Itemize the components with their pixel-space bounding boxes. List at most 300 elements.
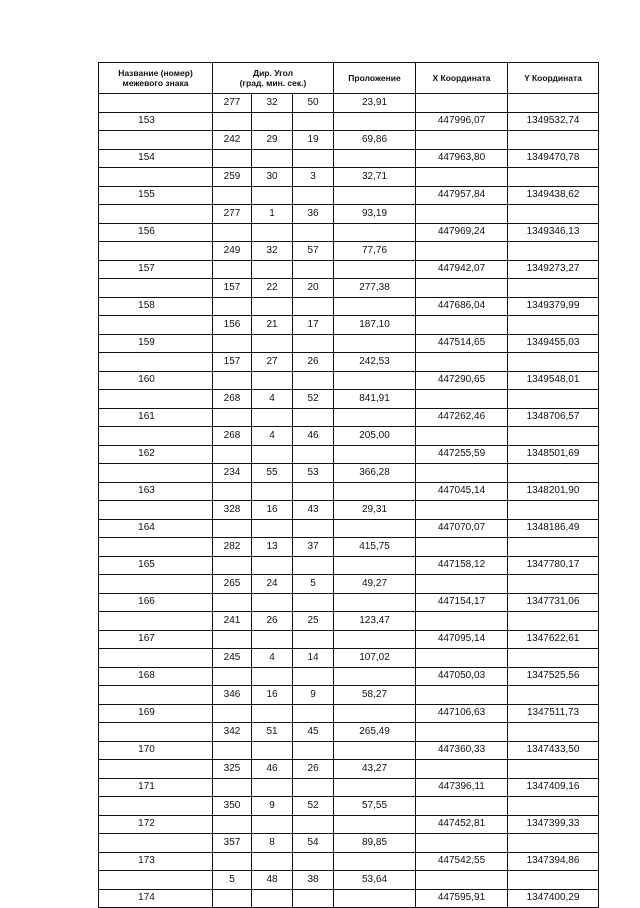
segment-row	[99, 612, 599, 631]
length-cell: 77,76	[334, 242, 416, 261]
y-cell: 1349532,74	[508, 112, 599, 131]
segment-row	[99, 797, 599, 816]
point-name-cell: 161	[99, 408, 213, 427]
minutes-cell: 51	[252, 723, 293, 742]
minutes-cell: 48	[252, 871, 293, 890]
y-cell	[508, 131, 599, 150]
length-cell	[334, 667, 416, 686]
degrees-cell	[213, 593, 252, 612]
degrees-cell	[213, 630, 252, 649]
y-cell: 1348501,69	[508, 445, 599, 464]
length-cell	[334, 260, 416, 279]
seconds-cell: 9	[293, 686, 334, 705]
point-row	[99, 778, 599, 797]
seconds-cell	[293, 667, 334, 686]
x-cell	[416, 575, 508, 594]
seconds-cell	[293, 445, 334, 464]
x-cell: 447255,59	[416, 445, 508, 464]
x-cell: 447360,33	[416, 741, 508, 760]
x-cell	[416, 871, 508, 890]
x-cell	[416, 760, 508, 779]
y-cell	[508, 686, 599, 705]
seconds-cell	[293, 852, 334, 871]
name-cell	[99, 723, 213, 742]
segment-row	[99, 316, 599, 335]
degrees-cell	[213, 149, 252, 168]
name-cell	[99, 94, 213, 113]
point-name-cell: 163	[99, 482, 213, 501]
name-cell	[99, 612, 213, 631]
segment-row	[99, 242, 599, 261]
point-name-cell: 174	[99, 889, 213, 908]
minutes-cell	[252, 408, 293, 427]
name-cell	[99, 538, 213, 557]
seconds-cell	[293, 408, 334, 427]
seconds-cell	[293, 519, 334, 538]
y-cell: 1348201,90	[508, 482, 599, 501]
point-row	[99, 593, 599, 612]
y-cell: 1347525,56	[508, 667, 599, 686]
y-cell	[508, 353, 599, 372]
table-body	[99, 94, 599, 908]
point-name-cell: 164	[99, 519, 213, 538]
segment-row	[99, 353, 599, 372]
header-row	[99, 63, 599, 94]
point-name-cell: 165	[99, 556, 213, 575]
name-cell	[99, 834, 213, 853]
x-cell: 447996,07	[416, 112, 508, 131]
minutes-cell	[252, 778, 293, 797]
length-cell	[334, 408, 416, 427]
degrees-cell	[213, 519, 252, 538]
segment-row	[99, 760, 599, 779]
y-cell: 1349548,01	[508, 371, 599, 390]
degrees-cell: 346	[213, 686, 252, 705]
minutes-cell	[252, 260, 293, 279]
minutes-cell: 46	[252, 760, 293, 779]
length-cell: 187,10	[334, 316, 416, 335]
degrees-cell	[213, 186, 252, 205]
y-cell: 1349273,27	[508, 260, 599, 279]
y-cell: 1349470,78	[508, 149, 599, 168]
point-row	[99, 112, 599, 131]
segment-row	[99, 131, 599, 150]
y-cell: 1349455,03	[508, 334, 599, 353]
degrees-cell	[213, 260, 252, 279]
length-cell: 277,38	[334, 279, 416, 298]
degrees-cell: 357	[213, 834, 252, 853]
length-cell: 265,49	[334, 723, 416, 742]
minutes-cell: 4	[252, 427, 293, 446]
point-name-cell: 171	[99, 778, 213, 797]
seconds-cell	[293, 556, 334, 575]
name-cell	[99, 649, 213, 668]
y-cell	[508, 575, 599, 594]
x-cell: 447070,07	[416, 519, 508, 538]
degrees-cell	[213, 556, 252, 575]
segment-row	[99, 94, 599, 113]
x-cell	[416, 205, 508, 224]
length-cell	[334, 445, 416, 464]
point-row	[99, 482, 599, 501]
x-cell: 447106,63	[416, 704, 508, 723]
name-cell	[99, 501, 213, 520]
degrees-cell: 265	[213, 575, 252, 594]
minutes-cell	[252, 741, 293, 760]
degrees-cell: 277	[213, 94, 252, 113]
segment-row	[99, 390, 599, 409]
point-row	[99, 149, 599, 168]
length-cell: 69,86	[334, 131, 416, 150]
y-cell: 1349379,99	[508, 297, 599, 316]
x-cell	[416, 94, 508, 113]
name-cell	[99, 131, 213, 150]
point-name-cell: 172	[99, 815, 213, 834]
seconds-cell: 45	[293, 723, 334, 742]
seconds-cell	[293, 815, 334, 834]
degrees-cell	[213, 815, 252, 834]
minutes-cell	[252, 445, 293, 464]
degrees-cell: 245	[213, 649, 252, 668]
degrees-cell: 342	[213, 723, 252, 742]
x-cell: 447969,24	[416, 223, 508, 242]
y-column-header: Y Координата	[508, 63, 599, 94]
y-cell: 1347511,73	[508, 704, 599, 723]
minutes-cell: 21	[252, 316, 293, 335]
seconds-cell: 53	[293, 464, 334, 483]
length-cell	[334, 334, 416, 353]
degrees-cell: 157	[213, 279, 252, 298]
y-cell: 1347399,33	[508, 815, 599, 834]
degrees-cell	[213, 408, 252, 427]
x-cell: 447452,81	[416, 815, 508, 834]
segment-row	[99, 723, 599, 742]
name-cell	[99, 242, 213, 261]
y-cell	[508, 797, 599, 816]
degrees-cell	[213, 334, 252, 353]
point-row	[99, 556, 599, 575]
point-name-cell: 158	[99, 297, 213, 316]
x-cell	[416, 427, 508, 446]
x-cell	[416, 834, 508, 853]
y-cell	[508, 649, 599, 668]
point-row	[99, 630, 599, 649]
minutes-cell	[252, 630, 293, 649]
length-cell	[334, 593, 416, 612]
minutes-cell: 8	[252, 834, 293, 853]
minutes-cell	[252, 815, 293, 834]
minutes-cell: 29	[252, 131, 293, 150]
point-row	[99, 519, 599, 538]
minutes-cell	[252, 223, 293, 242]
x-cell	[416, 797, 508, 816]
name-column-header: Название (номер) межевого знака	[99, 63, 213, 94]
length-cell	[334, 149, 416, 168]
seconds-cell	[293, 260, 334, 279]
coordinates-table	[98, 62, 599, 908]
length-cell: 89,85	[334, 834, 416, 853]
degrees-cell: 156	[213, 316, 252, 335]
segment-row	[99, 205, 599, 224]
point-row	[99, 334, 599, 353]
seconds-cell: 26	[293, 760, 334, 779]
degrees-cell: 234	[213, 464, 252, 483]
segment-row	[99, 834, 599, 853]
y-cell	[508, 94, 599, 113]
degrees-cell	[213, 371, 252, 390]
seconds-cell	[293, 223, 334, 242]
degrees-cell	[213, 445, 252, 464]
length-cell	[334, 519, 416, 538]
point-name-cell: 162	[99, 445, 213, 464]
seconds-cell	[293, 297, 334, 316]
point-name-cell: 166	[99, 593, 213, 612]
x-cell: 447595,91	[416, 889, 508, 908]
length-cell: 93,19	[334, 205, 416, 224]
y-cell	[508, 501, 599, 520]
degrees-cell	[213, 223, 252, 242]
degrees-cell: 249	[213, 242, 252, 261]
x-cell	[416, 390, 508, 409]
x-cell	[416, 353, 508, 372]
x-cell	[416, 464, 508, 483]
segment-row	[99, 686, 599, 705]
point-name-cell: 167	[99, 630, 213, 649]
seconds-cell: 38	[293, 871, 334, 890]
degrees-cell: 5	[213, 871, 252, 890]
point-row	[99, 741, 599, 760]
seconds-cell	[293, 334, 334, 353]
y-cell	[508, 723, 599, 742]
x-cell: 447158,12	[416, 556, 508, 575]
segment-row	[99, 501, 599, 520]
x-cell: 447095,14	[416, 630, 508, 649]
x-cell: 447290,65	[416, 371, 508, 390]
seconds-cell	[293, 778, 334, 797]
point-name-cell: 157	[99, 260, 213, 279]
y-cell: 1347409,16	[508, 778, 599, 797]
minutes-cell: 13	[252, 538, 293, 557]
x-cell: 447396,11	[416, 778, 508, 797]
seconds-cell: 5	[293, 575, 334, 594]
minutes-cell	[252, 593, 293, 612]
minutes-cell	[252, 371, 293, 390]
length-cell	[334, 704, 416, 723]
degrees-cell: 282	[213, 538, 252, 557]
point-name-cell: 168	[99, 667, 213, 686]
name-cell	[99, 871, 213, 890]
degrees-cell: 325	[213, 760, 252, 779]
point-name-cell: 155	[99, 186, 213, 205]
point-name-cell: 160	[99, 371, 213, 390]
name-cell	[99, 686, 213, 705]
length-cell	[334, 112, 416, 131]
name-cell	[99, 464, 213, 483]
minutes-cell: 16	[252, 501, 293, 520]
x-cell	[416, 168, 508, 187]
degrees-cell: 259	[213, 168, 252, 187]
degrees-cell: 241	[213, 612, 252, 631]
degrees-cell: 157	[213, 353, 252, 372]
seconds-cell: 57	[293, 242, 334, 261]
point-row	[99, 815, 599, 834]
length-cell	[334, 297, 416, 316]
minutes-cell	[252, 852, 293, 871]
point-name-cell: 170	[99, 741, 213, 760]
minutes-cell	[252, 334, 293, 353]
x-cell: 447542,55	[416, 852, 508, 871]
minutes-cell	[252, 186, 293, 205]
minutes-cell: 1	[252, 205, 293, 224]
minutes-cell: 32	[252, 242, 293, 261]
degrees-cell: 328	[213, 501, 252, 520]
minutes-cell	[252, 519, 293, 538]
seconds-cell: 19	[293, 131, 334, 150]
seconds-cell: 37	[293, 538, 334, 557]
degrees-cell: 242	[213, 131, 252, 150]
x-cell	[416, 686, 508, 705]
seconds-cell: 50	[293, 94, 334, 113]
length-cell: 57,55	[334, 797, 416, 816]
length-cell: 415,75	[334, 538, 416, 557]
length-cell	[334, 852, 416, 871]
y-cell: 1349438,62	[508, 186, 599, 205]
y-cell	[508, 464, 599, 483]
minutes-cell	[252, 704, 293, 723]
minutes-cell: 16	[252, 686, 293, 705]
x-cell: 447957,84	[416, 186, 508, 205]
length-cell	[334, 630, 416, 649]
degrees-cell	[213, 852, 252, 871]
y-cell	[508, 168, 599, 187]
length-cell: 49,27	[334, 575, 416, 594]
point-row	[99, 445, 599, 464]
x-cell	[416, 242, 508, 261]
y-cell: 1347400,29	[508, 889, 599, 908]
degrees-cell: 350	[213, 797, 252, 816]
y-cell	[508, 612, 599, 631]
seconds-cell: 46	[293, 427, 334, 446]
name-cell	[99, 168, 213, 187]
length-cell: 53,64	[334, 871, 416, 890]
y-cell	[508, 760, 599, 779]
point-row	[99, 371, 599, 390]
degrees-cell	[213, 297, 252, 316]
length-cell: 123,47	[334, 612, 416, 631]
length-cell	[334, 741, 416, 760]
seconds-cell: 3	[293, 168, 334, 187]
y-cell: 1347394,86	[508, 852, 599, 871]
degrees-cell: 277	[213, 205, 252, 224]
y-cell: 1349346,13	[508, 223, 599, 242]
seconds-cell: 14	[293, 649, 334, 668]
degrees-cell	[213, 667, 252, 686]
y-cell: 1347731,06	[508, 593, 599, 612]
y-cell	[508, 871, 599, 890]
seconds-cell: 54	[293, 834, 334, 853]
point-name-cell: 153	[99, 112, 213, 131]
name-cell	[99, 427, 213, 446]
x-cell: 447686,04	[416, 297, 508, 316]
segment-row	[99, 168, 599, 187]
point-row	[99, 297, 599, 316]
minutes-cell: 24	[252, 575, 293, 594]
seconds-cell	[293, 112, 334, 131]
point-name-cell: 159	[99, 334, 213, 353]
minutes-cell: 4	[252, 390, 293, 409]
segment-row	[99, 279, 599, 298]
seconds-cell: 17	[293, 316, 334, 335]
length-cell: 205,00	[334, 427, 416, 446]
name-cell	[99, 279, 213, 298]
point-name-cell: 173	[99, 852, 213, 871]
name-cell	[99, 575, 213, 594]
degrees-cell	[213, 482, 252, 501]
degrees-cell	[213, 741, 252, 760]
point-row	[99, 260, 599, 279]
length-cell: 107,02	[334, 649, 416, 668]
x-cell	[416, 649, 508, 668]
minutes-cell	[252, 482, 293, 501]
seconds-cell: 20	[293, 279, 334, 298]
minutes-cell	[252, 556, 293, 575]
length-cell	[334, 223, 416, 242]
segment-row	[99, 649, 599, 668]
seconds-cell: 26	[293, 353, 334, 372]
name-cell	[99, 205, 213, 224]
x-cell: 447050,03	[416, 667, 508, 686]
y-cell	[508, 427, 599, 446]
name-cell	[99, 797, 213, 816]
length-cell	[334, 815, 416, 834]
x-cell: 447514,65	[416, 334, 508, 353]
seconds-cell	[293, 741, 334, 760]
y-cell: 1347433,50	[508, 741, 599, 760]
y-cell: 1347622,61	[508, 630, 599, 649]
length-cell: 32,71	[334, 168, 416, 187]
segment-row	[99, 538, 599, 557]
minutes-cell	[252, 112, 293, 131]
point-row	[99, 408, 599, 427]
length-cell: 841,91	[334, 390, 416, 409]
minutes-cell: 9	[252, 797, 293, 816]
name-cell	[99, 316, 213, 335]
seconds-cell: 52	[293, 390, 334, 409]
minutes-cell: 4	[252, 649, 293, 668]
minutes-cell: 32	[252, 94, 293, 113]
x-column-header: X Координата	[416, 63, 508, 94]
minutes-cell	[252, 667, 293, 686]
y-cell	[508, 538, 599, 557]
x-cell: 447963,80	[416, 149, 508, 168]
name-cell	[99, 353, 213, 372]
x-cell	[416, 279, 508, 298]
point-row	[99, 223, 599, 242]
point-row	[99, 667, 599, 686]
y-cell: 1347780,17	[508, 556, 599, 575]
x-cell: 447262,46	[416, 408, 508, 427]
point-row	[99, 186, 599, 205]
length-column-header: Проложение	[334, 63, 416, 94]
length-cell	[334, 556, 416, 575]
seconds-cell: 25	[293, 612, 334, 631]
segment-row	[99, 427, 599, 446]
point-name-cell: 156	[99, 223, 213, 242]
x-cell	[416, 316, 508, 335]
length-cell	[334, 482, 416, 501]
x-cell	[416, 612, 508, 631]
seconds-cell	[293, 704, 334, 723]
